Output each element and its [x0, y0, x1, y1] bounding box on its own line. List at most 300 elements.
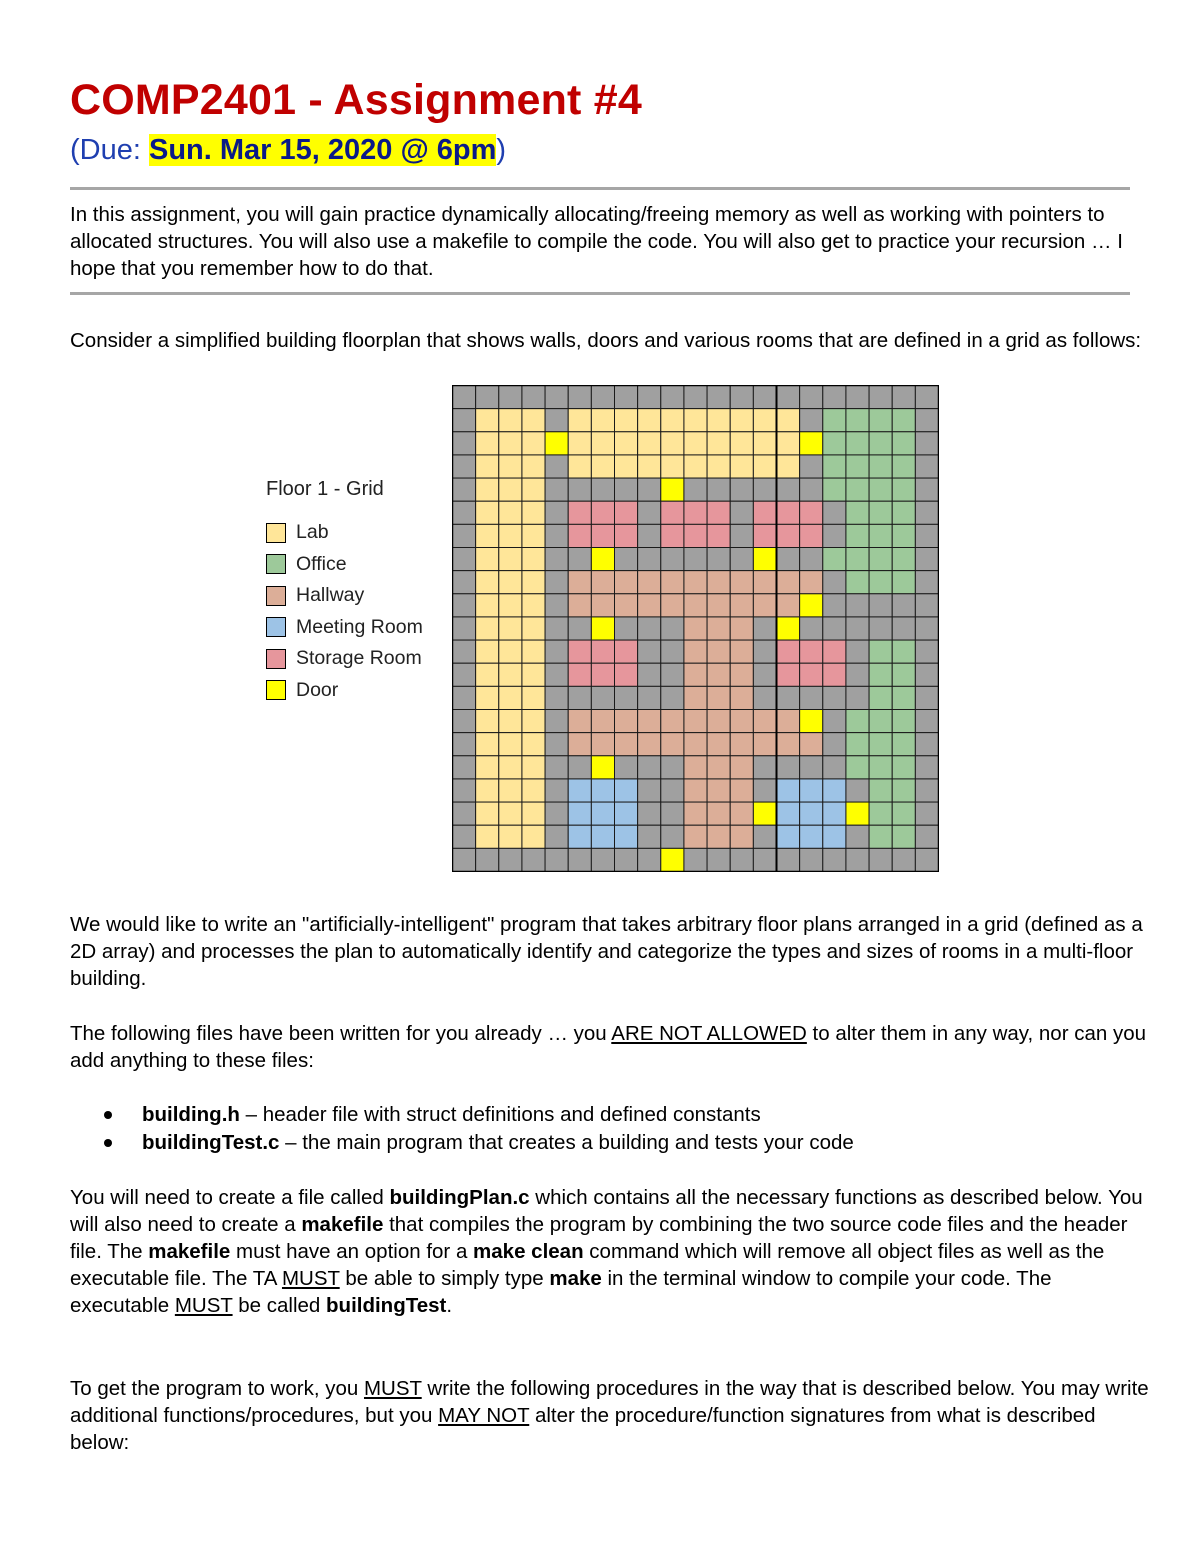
ai-program-text: We would like to write an "artificially-intelligent" program that takes arbitrary floor plans arranged in a grid (defined as a 2D array) and processes the plan to automatically identify and categorize the types and sizes of rooms in a multi-floor building. — [70, 913, 1143, 990]
grid-cell-office — [892, 802, 915, 825]
grid-cell-lab — [476, 825, 499, 848]
grid-cell-hallway — [684, 686, 707, 709]
grid-cell-lab — [615, 432, 638, 455]
bullet-icon — [104, 1111, 112, 1119]
grid-cell-wall — [545, 617, 568, 640]
grid-cell-office — [869, 455, 892, 478]
grid-cell-storage-room — [753, 524, 776, 547]
grid-cell-hallway — [684, 802, 707, 825]
grid-cell-lab — [615, 455, 638, 478]
grid-cell-hallway — [777, 733, 800, 756]
grid-cell-wall — [684, 478, 707, 501]
grid-cell-wall — [846, 779, 869, 802]
grid-cell-office — [823, 432, 846, 455]
grid-cell-hallway — [638, 733, 661, 756]
grid-cell-wall — [638, 802, 661, 825]
grid-cell-storage-room — [684, 524, 707, 547]
grid-cell-storage-room — [753, 501, 776, 524]
must-emphasis: MUST — [281, 1267, 340, 1290]
legend-label: Hallway — [296, 584, 365, 607]
grid-cell-office — [869, 825, 892, 848]
grid-cell-office — [892, 779, 915, 802]
grid-cell-office — [892, 640, 915, 663]
grid-cell-lab — [522, 432, 545, 455]
grid-cell-lab — [499, 478, 522, 501]
grid-cell-hallway — [777, 571, 800, 594]
grid-cell-wall — [615, 848, 638, 871]
due-date-highlight: Sun. Mar 15, 2020 @ 6pm — [148, 134, 497, 166]
grid-cell-office — [869, 802, 892, 825]
grid-cell-wall — [892, 594, 915, 617]
grid-cell-meeting-room — [615, 825, 638, 848]
grid-cell-lab — [661, 409, 684, 432]
grid-cell-wall — [568, 756, 591, 779]
files-text-before: The following files have been written for you already … you — [70, 1022, 612, 1045]
grid-cell-lab — [499, 779, 522, 802]
grid-cell-office — [892, 825, 915, 848]
grid-cell-wall — [453, 501, 476, 524]
grid-cell-lab — [707, 432, 730, 455]
grid-cell-wall — [823, 524, 846, 547]
grid-cell-meeting-room — [568, 825, 591, 848]
grid-cell-wall — [545, 756, 568, 779]
grid-cell-wall — [661, 802, 684, 825]
legend-items — [266, 517, 423, 706]
grid-cell-lab — [522, 733, 545, 756]
grid-cell-lab — [476, 455, 499, 478]
grid-cell-hallway — [615, 733, 638, 756]
grid-cell-hallway — [707, 710, 730, 733]
list-item — [104, 1101, 854, 1129]
grid-cell-wall — [568, 386, 591, 409]
grid-cell-wall — [453, 617, 476, 640]
grid-cell-hallway — [615, 594, 638, 617]
grid-cell-wall — [453, 548, 476, 571]
grid-cell-lab — [522, 524, 545, 547]
grid-cell-hallway — [568, 571, 591, 594]
grid-cell-office — [823, 409, 846, 432]
grid-cell-wall — [915, 432, 938, 455]
grid-cell-hallway — [730, 571, 753, 594]
grid-cell-office — [869, 571, 892, 594]
grid-cell-door — [661, 848, 684, 871]
consider-paragraph — [70, 327, 1150, 354]
grid-cell-lab — [476, 686, 499, 709]
grid-cell-storage-room — [707, 524, 730, 547]
grid-cell-wall — [915, 455, 938, 478]
grid-cell-wall — [892, 848, 915, 871]
legend-swatch — [266, 586, 286, 606]
grid-cell-wall — [800, 756, 823, 779]
text-run: be called — [232, 1294, 327, 1317]
grid-cell-hallway — [568, 733, 591, 756]
grid-cell-lab — [476, 501, 499, 524]
floorplan-legend — [266, 478, 423, 706]
grid-cell-storage-room — [800, 640, 823, 663]
grid-cell-wall — [568, 548, 591, 571]
grid-cell-storage-room — [707, 501, 730, 524]
grid-cell-wall — [476, 386, 499, 409]
grid-cell-lab — [591, 455, 614, 478]
create-paragraph — [70, 1184, 1150, 1319]
grid-cell-wall — [777, 848, 800, 871]
grid-cell-hallway — [730, 756, 753, 779]
text-run: To get the program to work, you — [70, 1377, 364, 1400]
consider-text: Consider a simplified building floorplan that shows walls, doors and various rooms that are defined in a grid as follows: — [70, 329, 1142, 352]
grid-cell-door — [591, 548, 614, 571]
grid-cell-hallway — [707, 640, 730, 663]
grid-cell-wall — [545, 663, 568, 686]
grid-cell-storage-room — [823, 640, 846, 663]
grid-cell-wall — [823, 594, 846, 617]
grid-cell-lab — [499, 802, 522, 825]
grid-cell-door — [591, 756, 614, 779]
grid-cell-lab — [522, 478, 545, 501]
grid-cell-storage-room — [684, 501, 707, 524]
grid-cell-door — [753, 802, 776, 825]
grid-cell-lab — [638, 432, 661, 455]
grid-cell-door — [846, 802, 869, 825]
grid-cell-hallway — [568, 710, 591, 733]
grid-cell-office — [892, 571, 915, 594]
grid-cell-wall — [915, 779, 938, 802]
grid-cell-wall — [915, 594, 938, 617]
grid-cell-wall — [545, 779, 568, 802]
bottom-divider — [70, 292, 1130, 295]
grid-cell-wall — [823, 386, 846, 409]
grid-cell-meeting-room — [777, 779, 800, 802]
legend-label: Meeting Room — [296, 615, 423, 638]
grid-cell-hallway — [615, 710, 638, 733]
grid-cell-lab — [522, 663, 545, 686]
grid-cell-wall — [591, 478, 614, 501]
grid-cell-wall — [661, 756, 684, 779]
grid-cell-wall — [591, 848, 614, 871]
grid-cell-wall — [453, 571, 476, 594]
grid-cell-wall — [753, 386, 776, 409]
floorplan-grid — [452, 385, 939, 872]
grid-cell-storage-room — [661, 501, 684, 524]
grid-cell-wall — [846, 640, 869, 663]
grid-cell-wall — [730, 478, 753, 501]
due-open: (Due: — [70, 134, 149, 166]
grid-cell-lab — [753, 409, 776, 432]
text-run: that compiles the program by combining the two source code files and the header file. The — [70, 1213, 1128, 1263]
grid-cell-wall — [453, 802, 476, 825]
grid-cell-lab — [499, 432, 522, 455]
make-clean-term: make clean — [473, 1240, 584, 1263]
grid-cell-wall — [753, 478, 776, 501]
grid-cell-lab — [476, 756, 499, 779]
legend-label: Storage Room — [296, 647, 422, 670]
grid-cell-lab — [499, 409, 522, 432]
grid-cell-lab — [591, 432, 614, 455]
grid-cell-office — [892, 501, 915, 524]
grid-cell-storage-room — [800, 663, 823, 686]
grid-cell-wall — [638, 686, 661, 709]
grid-cell-storage-room — [615, 663, 638, 686]
file-name: building.h — [142, 1103, 240, 1126]
grid-cell-wall — [915, 548, 938, 571]
grid-cell-lab — [476, 571, 499, 594]
grid-cell-lab — [476, 802, 499, 825]
grid-cell-wall — [661, 640, 684, 663]
text-run: be able to simply type — [339, 1267, 550, 1290]
grid-cell-wall — [753, 617, 776, 640]
grid-cell-wall — [915, 825, 938, 848]
legend-swatch — [266, 554, 286, 574]
grid-cell-lab — [499, 501, 522, 524]
grid-cell-wall — [638, 779, 661, 802]
grid-cell-lab — [476, 548, 499, 571]
grid-cell-office — [892, 548, 915, 571]
grid-cell-wall — [545, 802, 568, 825]
grid-cell-meeting-room — [800, 779, 823, 802]
grid-cell-wall — [846, 594, 869, 617]
grid-cell-hallway — [591, 571, 614, 594]
grid-cell-office — [823, 455, 846, 478]
grid-cell-wall — [453, 848, 476, 871]
grid-cell-wall — [777, 686, 800, 709]
grid-cell-wall — [915, 571, 938, 594]
grid-cell-wall — [915, 478, 938, 501]
grid-cell-hallway — [730, 710, 753, 733]
grid-cell-meeting-room — [591, 825, 614, 848]
grid-cell-door — [661, 478, 684, 501]
grid-cell-hallway — [661, 710, 684, 733]
grid-cell-hallway — [661, 733, 684, 756]
grid-cell-wall — [846, 663, 869, 686]
grid-cell-hallway — [707, 617, 730, 640]
grid-cell-wall — [869, 848, 892, 871]
grid-cell-office — [892, 478, 915, 501]
grid-cell-wall — [453, 478, 476, 501]
grid-cell-door — [545, 432, 568, 455]
grid-cell-wall — [568, 686, 591, 709]
grid-cell-lab — [476, 409, 499, 432]
grid-cell-wall — [545, 548, 568, 571]
grid-cell-lab — [522, 594, 545, 617]
legend-label: Lab — [296, 521, 329, 544]
grid-cell-lab — [777, 455, 800, 478]
grid-cell-meeting-room — [591, 802, 614, 825]
grid-cell-lab — [522, 409, 545, 432]
grid-cell-hallway — [684, 710, 707, 733]
grid-cell-wall — [476, 848, 499, 871]
file-name: buildingTest.c — [142, 1131, 280, 1154]
grid-cell-wall — [453, 663, 476, 686]
grid-cell-office — [892, 686, 915, 709]
grid-cell-wall — [453, 386, 476, 409]
legend-swatch — [266, 680, 286, 700]
grid-cell-lab — [476, 733, 499, 756]
grid-cell-storage-room — [591, 640, 614, 663]
grid-cell-meeting-room — [615, 779, 638, 802]
grid-cell-wall — [453, 825, 476, 848]
grid-cell-lab — [499, 524, 522, 547]
grid-cell-hallway — [684, 571, 707, 594]
grid-cell-hallway — [684, 663, 707, 686]
grid-cell-hallway — [638, 710, 661, 733]
grid-cell-hallway — [730, 779, 753, 802]
grid-cell-hallway — [707, 825, 730, 848]
grid-cell-wall — [638, 825, 661, 848]
grid-cell-wall — [915, 386, 938, 409]
grid-cell-hallway — [591, 710, 614, 733]
grid-cell-meeting-room — [615, 802, 638, 825]
grid-cell-hallway — [591, 733, 614, 756]
grid-cell-wall — [545, 478, 568, 501]
grid-cell-hallway — [661, 594, 684, 617]
grid-cell-wall — [915, 686, 938, 709]
grid-cell-wall — [453, 432, 476, 455]
grid-cell-wall — [730, 501, 753, 524]
grid-cell-lab — [568, 432, 591, 455]
grid-cell-lab — [499, 756, 522, 779]
grid-cell-wall — [707, 478, 730, 501]
grid-cell-lab — [707, 409, 730, 432]
grid-cell-office — [846, 710, 869, 733]
grid-cell-wall — [846, 848, 869, 871]
grid-cell-lab — [499, 617, 522, 640]
grid-cell-wall — [661, 663, 684, 686]
grid-cell-office — [846, 733, 869, 756]
legend-swatch — [266, 649, 286, 669]
grid-cell-wall — [753, 779, 776, 802]
grid-cell-hallway — [684, 733, 707, 756]
grid-cell-lab — [476, 779, 499, 802]
grid-cell-storage-room — [615, 640, 638, 663]
grid-cell-wall — [800, 386, 823, 409]
bullet-icon — [104, 1139, 112, 1147]
makefile-term: makefile — [148, 1240, 231, 1263]
grid-cell-lab — [522, 571, 545, 594]
grid-cell-wall — [638, 478, 661, 501]
grid-cell-wall — [661, 617, 684, 640]
grid-cell-wall — [615, 617, 638, 640]
grid-cell-lab — [522, 617, 545, 640]
grid-cell-hallway — [730, 825, 753, 848]
grid-cell-lab — [522, 501, 545, 524]
grid-cell-wall — [591, 686, 614, 709]
grid-cell-wall — [753, 640, 776, 663]
grid-cell-wall — [892, 386, 915, 409]
grid-cell-hallway — [684, 779, 707, 802]
grid-cell-wall — [684, 548, 707, 571]
grid-cell-wall — [915, 802, 938, 825]
grid-cell-wall — [823, 733, 846, 756]
grid-cell-office — [869, 686, 892, 709]
grid-cell-hallway — [684, 756, 707, 779]
file-list — [104, 1101, 854, 1157]
grid-cell-office — [892, 733, 915, 756]
legend-title: Floor 1 - Grid — [266, 478, 384, 500]
grid-cell-office — [869, 478, 892, 501]
grid-cell-office — [892, 663, 915, 686]
grid-cell-hallway — [684, 594, 707, 617]
grid-cell-wall — [777, 386, 800, 409]
grid-cell-lab — [476, 663, 499, 686]
grid-cell-lab — [476, 594, 499, 617]
grid-cell-wall — [777, 756, 800, 779]
grid-cell-wall — [615, 756, 638, 779]
file-desc: – header file with struct definitions and defined constants — [239, 1103, 761, 1126]
grid-cell-storage-room — [615, 501, 638, 524]
grid-cell-hallway — [684, 640, 707, 663]
grid-cell-hallway — [707, 733, 730, 756]
grid-cell-meeting-room — [568, 802, 591, 825]
grid-cell-door — [591, 617, 614, 640]
procedures-text — [70, 1375, 1150, 1456]
grid-cell-wall — [453, 686, 476, 709]
legend-item-hallway — [266, 580, 423, 612]
grid-cell-lab — [730, 432, 753, 455]
grid-cell-wall — [638, 756, 661, 779]
grid-cell-hallway — [753, 710, 776, 733]
grid-cell-wall — [684, 386, 707, 409]
grid-cell-meeting-room — [823, 802, 846, 825]
file-desc: – the main program that creates a building and tests your code — [279, 1131, 854, 1154]
grid-cell-wall — [545, 848, 568, 871]
grid-cell-lab — [638, 455, 661, 478]
grid-cell-wall — [707, 848, 730, 871]
grid-cell-wall — [846, 617, 869, 640]
grid-cell-wall — [638, 386, 661, 409]
grid-cell-wall — [638, 524, 661, 547]
grid-cell-hallway — [707, 663, 730, 686]
grid-cell-wall — [545, 733, 568, 756]
grid-cell-lab — [499, 571, 522, 594]
grid-cell-hallway — [707, 779, 730, 802]
grid-cell-wall — [869, 594, 892, 617]
assignment-title: COMP2401 - Assignment #4 — [70, 76, 642, 124]
grid-cell-hallway — [753, 733, 776, 756]
grid-cell-wall — [453, 455, 476, 478]
grid-cell-wall — [499, 386, 522, 409]
grid-cell-wall — [661, 686, 684, 709]
grid-cell-lab — [522, 825, 545, 848]
legend-item-door — [266, 675, 423, 707]
grid-cell-door — [800, 710, 823, 733]
grid-cell-wall — [730, 848, 753, 871]
grid-cell-hallway — [684, 617, 707, 640]
grid-cell-lab — [476, 432, 499, 455]
grid-cell-lab — [522, 710, 545, 733]
grid-cell-wall — [615, 686, 638, 709]
create-text — [70, 1184, 1150, 1319]
grid-cell-wall — [915, 848, 938, 871]
grid-cell-wall — [453, 733, 476, 756]
grid-cell-wall — [522, 386, 545, 409]
grid-cell-wall — [661, 386, 684, 409]
grid-cell-lab — [499, 686, 522, 709]
grid-cell-hallway — [684, 825, 707, 848]
grid-cell-wall — [753, 686, 776, 709]
grid-cell-wall — [453, 524, 476, 547]
grid-cell-wall — [753, 756, 776, 779]
grid-cell-lab — [777, 409, 800, 432]
grid-cell-lab — [522, 779, 545, 802]
legend-swatch — [266, 523, 286, 543]
grid-cell-wall — [638, 501, 661, 524]
grid-cell-storage-room — [661, 524, 684, 547]
files-paragraph — [70, 1020, 1150, 1074]
grid-cell-office — [869, 640, 892, 663]
grid-cell-hallway — [707, 686, 730, 709]
grid-cell-office — [823, 548, 846, 571]
grid-cell-storage-room — [591, 524, 614, 547]
grid-cell-door — [800, 594, 823, 617]
